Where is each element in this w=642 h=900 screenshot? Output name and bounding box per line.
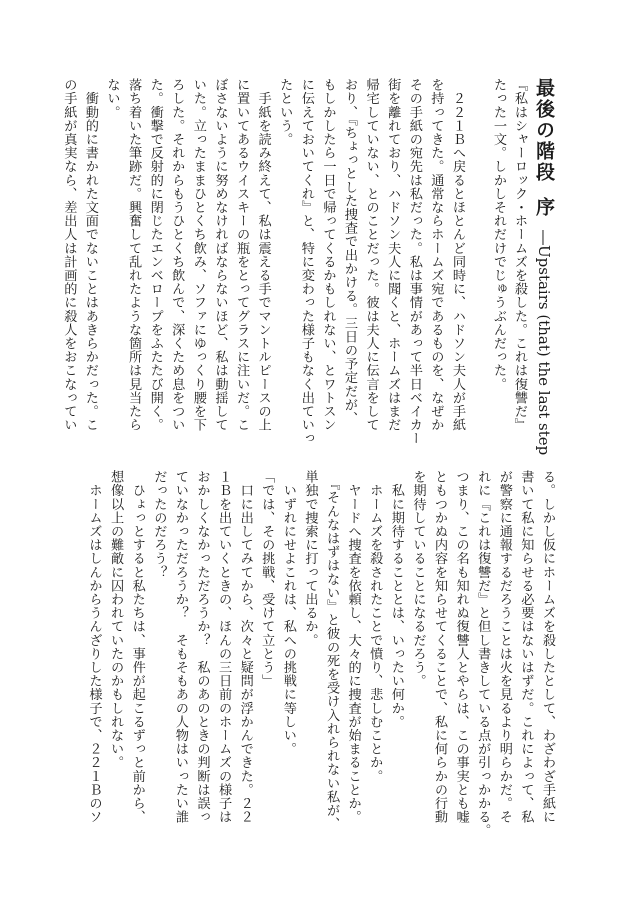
text-line: ぼさないように努めなければならないほど、私は動揺して	[212, 78, 228, 432]
text-line: ヤードへ捜査を依頼し、大々的に捜査が始まることか。	[345, 470, 361, 824]
text-line: いた。立ったままひとくち飲み、ソファにゆっくり腰を下	[190, 78, 206, 432]
upper-text-block	[58, 78, 558, 456]
text-line: る。しかし仮にホームズを殺したとして、わざわざ手紙に	[540, 470, 555, 824]
lower-text-block	[83, 470, 558, 860]
text-line: に置いてあるウイスキーの瓶をとってグラスに注いだ。こ	[234, 78, 250, 432]
text-line: もしかしたら一日で帰ってくるかもしれない、とワトスン	[320, 78, 336, 432]
text-line: に伝えておいてくれ』と、特に変わった様子もなく出ていっ	[298, 78, 314, 446]
text-line: を期待していることになるだろう。	[410, 470, 426, 688]
text-line: 街を離れており、ハドソン夫人に聞くと、ホームズはまだ	[385, 78, 401, 432]
text-line: ろした。それからもうひとくち飲んで、深くため息をつい	[169, 78, 185, 432]
spacer	[468, 78, 488, 450]
text-line: 衝動的に書かれた文面でないことはあきらかだった。こ	[82, 78, 98, 432]
epigraph-line: たった一文。しかしそれだけでじゅうぶんだった。	[491, 78, 506, 391]
text-line: 落ち着いた筆跡だ。興奮して乱れたような箇所は見当たら	[126, 78, 142, 432]
text-line: 単独で捜索に打って出るか。	[302, 470, 318, 647]
text-line: ホームズはしんからうんざりした様子で、２２１Ｂのソ	[86, 470, 102, 824]
chapter-title-jo: 序	[533, 197, 555, 216]
chapter-title-main: 最後の階段	[533, 78, 555, 183]
text-line: 書いて私に知らせる必要はないはずだ。これによって、私	[518, 470, 534, 824]
text-line: その手紙の宛先は私だった。私は事情があって半日ベイカー	[406, 78, 422, 446]
text-line: たという。	[277, 78, 293, 146]
text-line: が警察に通報するだろうことは火を見るより明らかだ。そ	[496, 470, 512, 824]
text-line: れに『これは復讐だ』と但し書きしている点が引っかかる。	[475, 470, 491, 838]
text-line: 帰宅していない、とのことだった。彼は夫人に伝言をして	[363, 78, 379, 432]
chapter-title	[530, 78, 558, 456]
text-line: おかしくなかっただろうか？ 私のあのときの判断は誤っ	[194, 470, 210, 824]
text-line: ２２１Ｂへ戻るとほとんど同時に、ハドソン夫人が手紙	[450, 78, 465, 432]
text-line: だったのだろう？	[151, 470, 167, 579]
text-line: 私に期待することとは、いったい何か。	[388, 470, 404, 729]
chapter-title-english: ―Upstairs (that) the last step	[535, 230, 553, 456]
text-line: ていなかっただろうか？ そもそもあの人物はいったい誰	[172, 470, 188, 824]
text-line: 手紙を読み終えて、私は震える手でマントルピースの上	[255, 78, 271, 432]
text-line: 「では、その挑戦、受けて立とう」	[259, 470, 275, 688]
text-line: 『そんなはずはない』と彼の死を受け入れられない私が、	[324, 470, 340, 831]
text-line: の手紙が真実なら、差出人は計画的に殺人をおこなってい	[61, 78, 77, 432]
text-line: つまり、この名も知れぬ復讐人とやらは、この事実とも嘘	[453, 470, 469, 824]
text-line: ホームズを殺されたことで憤り、悲しむことか。	[367, 470, 383, 783]
epigraph-line: 『私はシャーロック・ホームズを殺した。これは復讐だ』	[512, 78, 527, 432]
text-line: 口に出してみてから、次々と疑問が浮かんできた。２２	[237, 470, 253, 824]
text-line: いずれにせよこれは、私への挑戦に等しい。	[280, 470, 296, 756]
text-line: ともつかぬ内容を知らせてくることで、私に何らかの行動	[432, 470, 448, 824]
text-line: １Ｂを出ていくときの、ほんの三日前のホームズの様子は	[216, 470, 232, 824]
text-line: ない。	[104, 78, 120, 119]
text-line: おり、『ちょっとした捜査で出かける。三日の予定だが、	[342, 78, 358, 425]
text-line: ひょっとすると私たちは、事件が起こるずっと前から、	[129, 470, 145, 824]
text-line: 想像以上の難敵に囚われていたのかもしれない。	[108, 470, 124, 770]
text-line: た。衝撃で反射的に閉じたエンベロープをふたたび開く。	[147, 78, 163, 432]
text-line: を持ってきた。通常ならホームズ宛であるものを、なぜか	[428, 78, 444, 432]
